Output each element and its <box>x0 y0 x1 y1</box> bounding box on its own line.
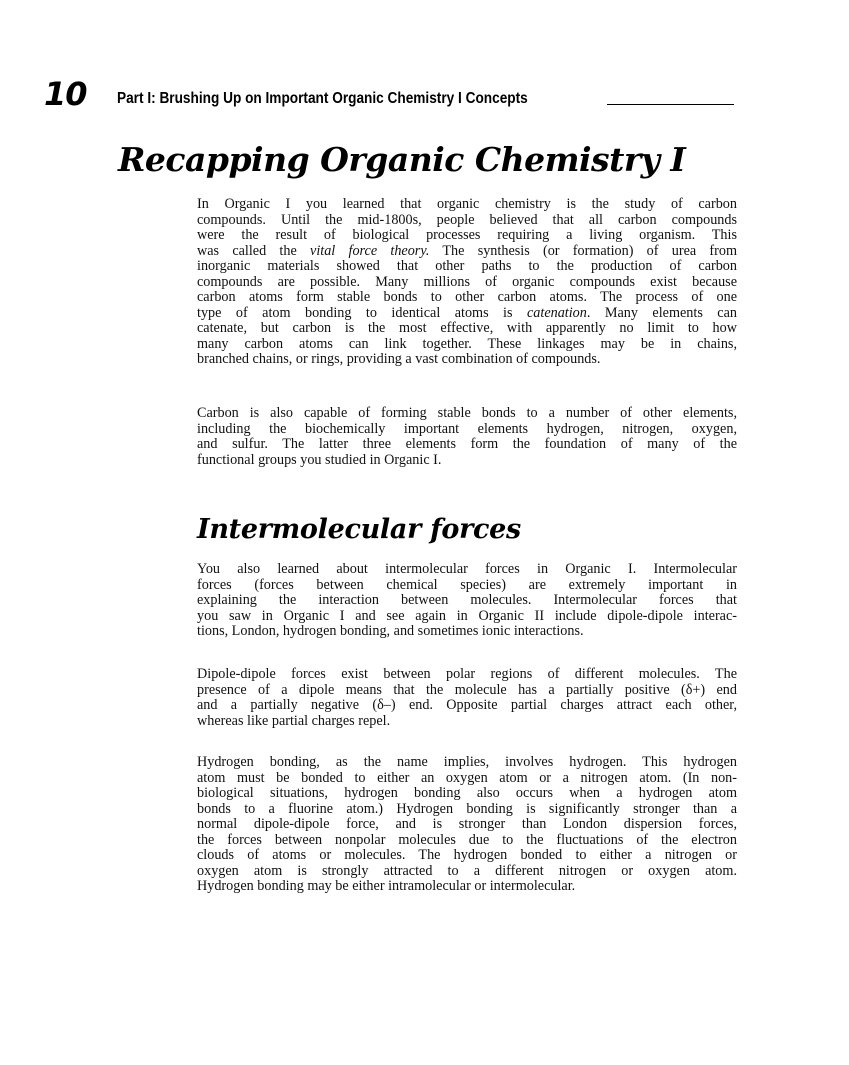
term-vital-force-theory: vital force theory. <box>310 243 430 259</box>
text-line: clouds of atoms or molecules. The hydrogen bonded to either a nitrogen or <box>197 848 737 863</box>
text-line: oxygen atom is strongly attracted to a different nitrogen or oxygen atom. <box>197 863 737 879</box>
text-line: compounds are possible. Many millions of organic compounds exist because <box>197 274 737 290</box>
text-line: atom must be bonded to either an oxygen atom or a nitrogen atom. (In non- <box>197 770 737 786</box>
chapter-title: Recapping Organic Chemistry I <box>118 140 686 179</box>
text-line: compounds. Until the mid-1800s, people believed that all carbon compounds <box>197 212 737 228</box>
text-line: Hydrogen bonding may be either intramolecular or intermolecular. <box>197 878 576 894</box>
text-line: Carbon is also capable of forming stable bonds to a number of other elements, <box>197 406 737 421</box>
running-head <box>117 86 734 108</box>
paragraph-carbon-bonds <box>197 406 737 468</box>
text-line: In Organic I you learned that organic chemistry is the study of carbon <box>197 197 737 212</box>
text-line: tions, London, hydrogen bonding, and sometimes ionic interactions. <box>197 623 584 639</box>
text-line: and a partially negative (δ–) end. Opposite partial charges attract each other, <box>197 698 737 713</box>
text-line: carbon atoms form stable bonds to other carbon atoms. The process of one <box>197 290 737 305</box>
text-run: type of atom bonding to identical atoms is <box>197 305 527 321</box>
paragraph-organic-chemistry-intro <box>197 197 737 368</box>
text-line: and sulfur. The latter three elements form the foundation of many of the <box>197 437 737 452</box>
section-title: Intermolecular forces <box>197 514 521 545</box>
page-number: 10 <box>44 75 87 113</box>
text-run: . Many elements can <box>586 305 737 321</box>
text-line: Hydrogen bonding, as the name implies, involves hydrogen. This hydrogen <box>197 755 737 770</box>
text-line: were the result of biological processes requiring a living organism. This <box>197 228 737 243</box>
paragraph-intermolecular-intro <box>197 562 737 640</box>
text-line: forces (forces between chemical species) are extremely important in <box>197 577 737 593</box>
text-line: You also learned about intermolecular forces in Organic I. Intermolecular <box>197 562 737 577</box>
paragraph-dipole-dipole <box>197 667 737 729</box>
text-line: catenate, but carbon is the most effective, with apparently no limit to how <box>197 321 737 336</box>
text-line: bonds to a fluorine atom.) Hydrogen bonding is significantly stronger than a <box>197 801 737 817</box>
text-line: biological situations, hydrogen bonding also occurs when a hydrogen atom <box>197 786 737 801</box>
term-catenation: catenation <box>526 305 587 321</box>
text-line: presence of a dipole means that the molecule has a partially positive (δ+) end <box>197 682 737 698</box>
text-line: functional groups you studied in Organic I. <box>197 451 442 468</box>
text-line <box>197 244 737 260</box>
running-head-text: Part I: Brushing Up on Important Organic Chemistry I Concepts <box>117 90 528 107</box>
text-line: Dipole-dipole forces exist between polar regions of different molecules. The <box>197 667 737 682</box>
running-head-rule <box>607 104 734 105</box>
text-run: was called the <box>197 243 311 259</box>
text-line: explaining the interaction between molecules. Intermolecular forces that <box>197 593 737 608</box>
text-line: normal dipole-dipole force, and is stronger than London dispersion forces, <box>197 817 737 832</box>
text-line: inorganic materials showed that other paths to the production of carbon <box>197 259 737 274</box>
text-line: you saw in Organic I and see again in Organic II include dipole-dipole interac- <box>197 608 737 624</box>
text-line: branched chains, or rings, providing a vast combination of compounds. <box>197 351 601 367</box>
text-line: many carbon atoms can link together. These linkages may be in chains, <box>197 336 737 352</box>
text-line <box>197 306 737 322</box>
text-line: whereas like partial charges repel. <box>197 712 391 729</box>
text-line: the forces between nonpolar molecules due to the fluctuations of the electron <box>197 832 737 848</box>
paragraph-hydrogen-bonding <box>197 755 737 895</box>
text-line: including the biochemically important elements hydrogen, nitrogen, oxygen, <box>197 421 737 437</box>
text-run: The synthesis (or formation) of urea from <box>429 243 737 259</box>
